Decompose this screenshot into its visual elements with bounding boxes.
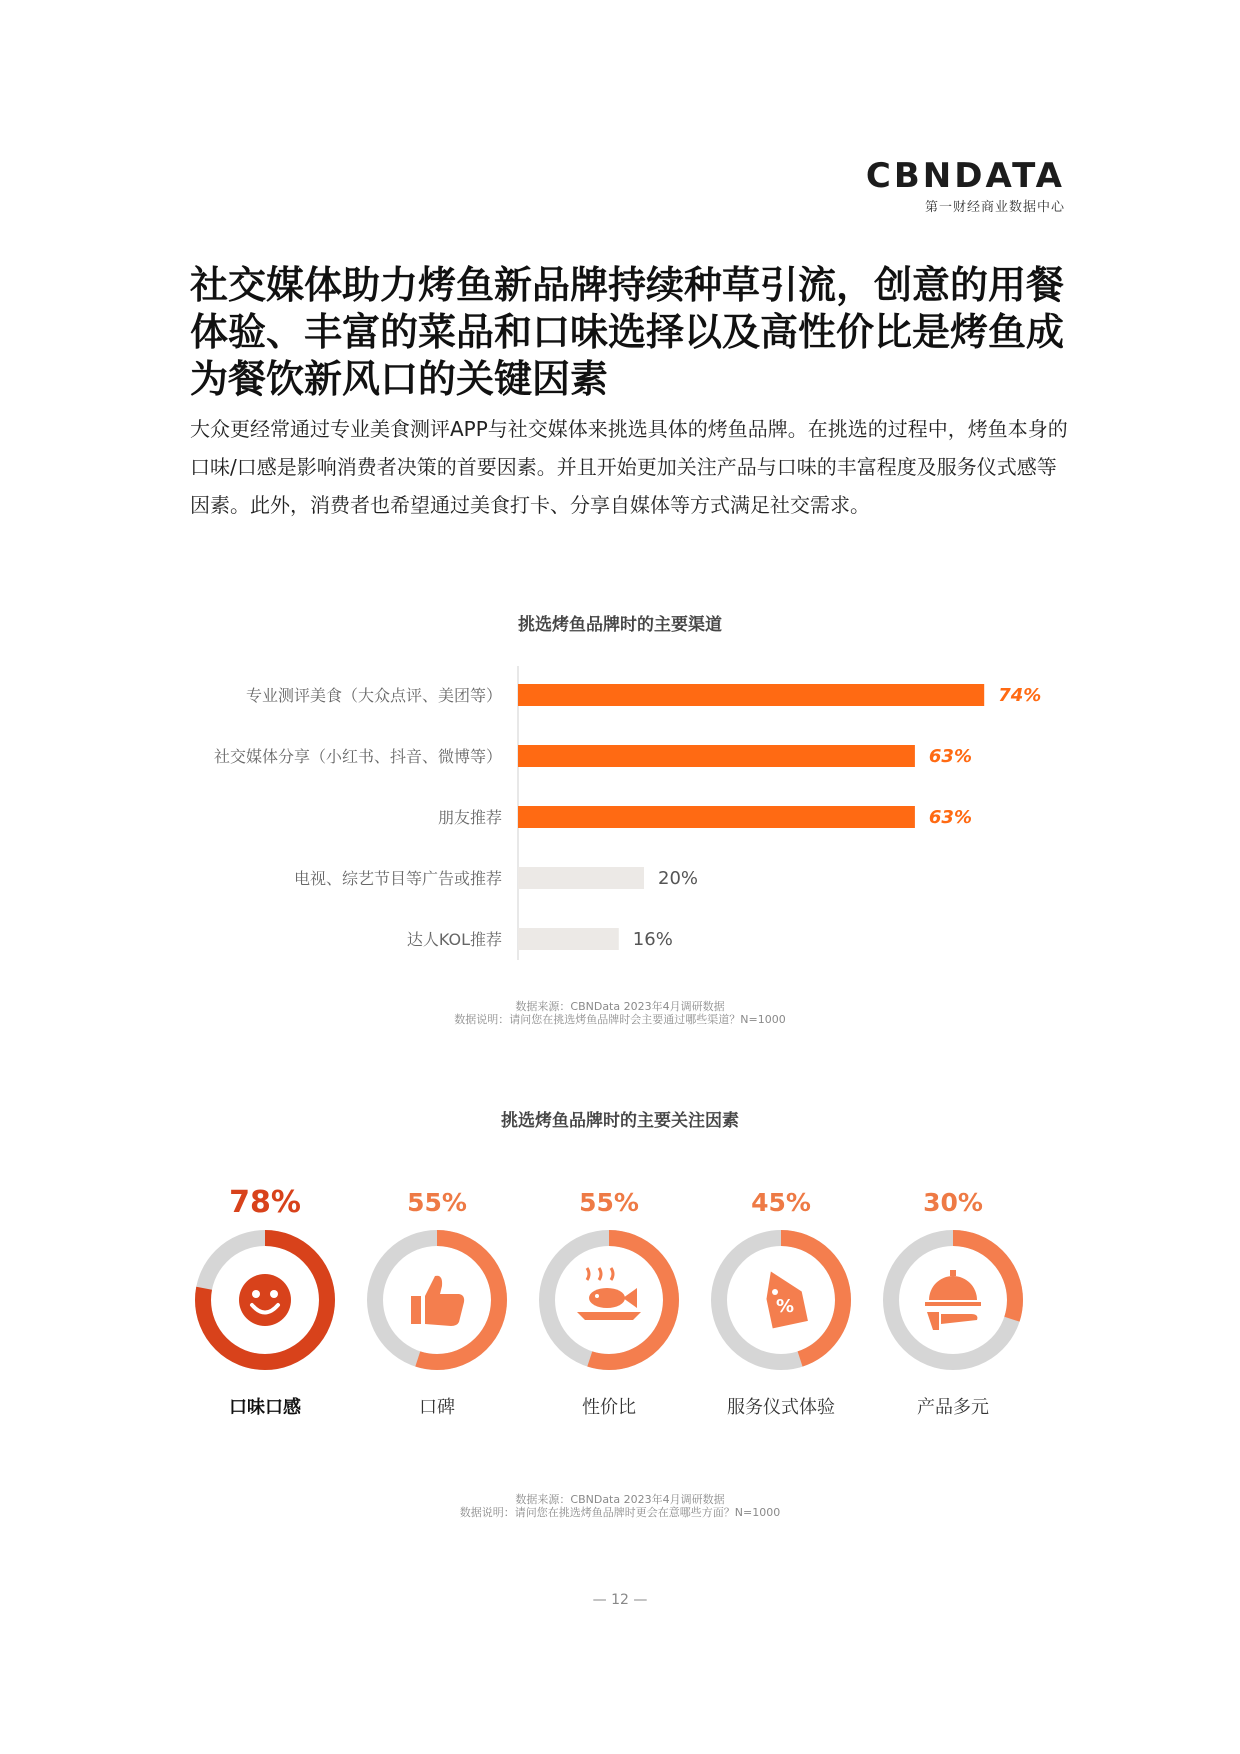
factor-item (873, 1185, 1033, 1419)
thumbs-up-icon (411, 1276, 464, 1326)
bar (518, 745, 915, 767)
smiley-icon (239, 1274, 291, 1326)
factor-percent: 55% (407, 1188, 467, 1217)
bar-value-label: 20% (658, 868, 699, 889)
factor-item (357, 1185, 517, 1419)
price-tag-icon (761, 1266, 808, 1328)
channel-chart-notes (0, 1000, 1240, 1026)
bar-category-label: 达人KOL推荐 (406, 930, 502, 949)
factor-item (185, 1185, 345, 1419)
svg-text:%: % (775, 1296, 795, 1317)
channel-chart-title: 挑选烤鱼品牌时的主要渠道 (518, 615, 722, 635)
bar-value-label: 63% (928, 746, 972, 767)
bar (518, 684, 984, 706)
bar (518, 806, 915, 828)
factor-label: 口味口感 (229, 1397, 301, 1418)
brand-name: CBNDATA (865, 156, 1065, 196)
factor-donut (878, 1225, 1028, 1375)
factor-donut (706, 1225, 856, 1375)
factor-item (529, 1185, 689, 1419)
factor-percent: 45% (751, 1188, 811, 1217)
serving-cloche-icon (925, 1270, 981, 1330)
factor-label: 性价比 (582, 1397, 636, 1418)
channel-bar-chart (0, 660, 1240, 980)
brand-logo (866, 158, 1065, 215)
bar-value-label: 63% (928, 807, 972, 828)
factor-chart-source: 数据来源：CBNData 2023年4月调研数据 (515, 1493, 725, 1506)
factor-label: 产品多元 (917, 1397, 989, 1418)
factor-donut (190, 1225, 340, 1375)
bar-category-label: 专业测评美食（大众点评、美团等） (245, 686, 502, 705)
brand-subtitle: 第一财经商业数据中心 (924, 200, 1065, 215)
factor-percent: 78% (229, 1185, 301, 1220)
bar (518, 928, 619, 950)
factor-percent: 55% (579, 1188, 639, 1217)
channel-chart-source: 数据来源：CBNData 2023年4月调研数据 (515, 1000, 725, 1013)
page-number: — 12 — (592, 1592, 648, 1608)
channel-chart-note: 数据说明：请问您在挑选烤鱼品牌时会主要通过哪些渠道？N=1000 (454, 1013, 786, 1026)
factor-label: 服务仪式体验 (727, 1397, 835, 1418)
fish-plate-icon (577, 1268, 641, 1320)
factor-label: 口碑 (419, 1397, 455, 1418)
factor-donut (534, 1225, 684, 1375)
factor-chart-note: 数据说明：请问您在挑选烤鱼品牌时更会在意哪些方面？N=1000 (459, 1506, 781, 1519)
bar-category-label: 朋友推荐 (437, 808, 502, 827)
bar-value-label: 74% (998, 685, 1042, 706)
bar-category-label: 社交媒体分享（小红书、抖音、微博等） (213, 747, 502, 766)
factor-chart-notes (0, 1493, 1240, 1519)
bar-value-label: 16% (632, 929, 673, 950)
factor-item (701, 1185, 861, 1419)
intro-paragraph: 大众更经常通过专业美食测评APP与社交媒体来挑选具体的烤鱼品牌。在挑选的过程中，烤鱼本身的口味/口感是影响消费者决策的首要因素。并且开始更加关注产品与口味的丰富程度及服务仪式感等因素。此外，消费者也希望通过美食打卡、分享自媒体等方式满足社交需求。 (190, 417, 1068, 517)
bar-category-label: 电视、综艺节目等广告或推荐 (293, 869, 502, 888)
factor-percent: 30% (923, 1188, 983, 1217)
page-title: 社交媒体助力烤鱼新品牌持续种草引流，创意的用餐体验、丰富的菜品和口味选择以及高性价比是烤鱼成为餐饮新风口的关键因素 (190, 263, 1065, 401)
factor-donut (362, 1225, 512, 1375)
bar (518, 867, 644, 889)
factor-chart-title: 挑选烤鱼品牌时的主要关注因素 (501, 1111, 739, 1131)
